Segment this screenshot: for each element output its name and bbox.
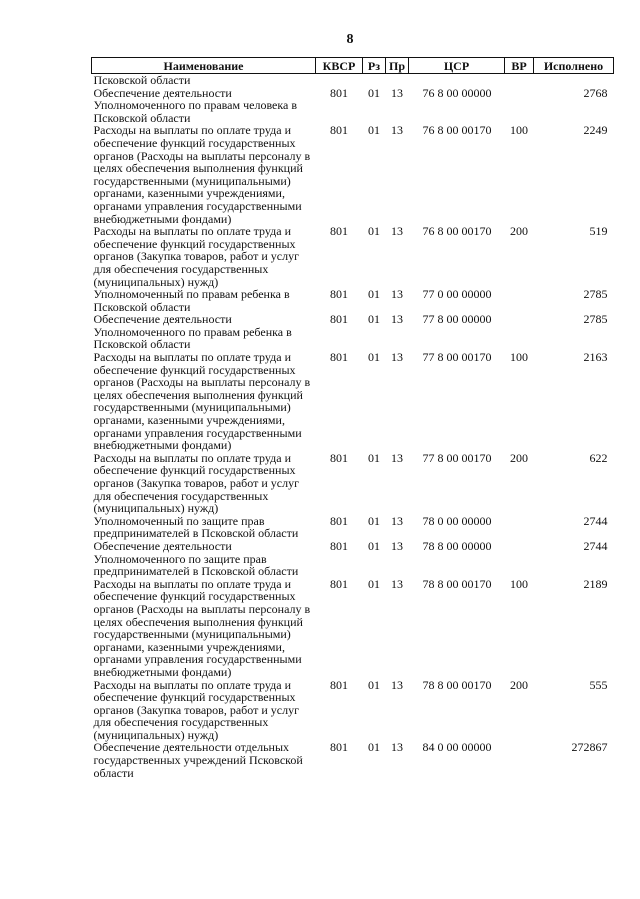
cell-executed bbox=[534, 74, 614, 87]
cell-csr: 78 8 00 00170 bbox=[422, 677, 492, 692]
cell-csr: 78 8 00 00170 bbox=[422, 576, 492, 591]
cell-pr: 13 bbox=[391, 576, 403, 591]
cell-kvsr: 801 bbox=[330, 576, 348, 591]
table-row bbox=[92, 225, 614, 288]
cell-executed: 2744 bbox=[583, 513, 608, 528]
table-row bbox=[92, 351, 614, 452]
table-row bbox=[92, 679, 614, 742]
cell-name: Расходы на выплаты по оплате труда и обеспечение функций государственных органов (Закупка товаров, работ и услуг для обеспечения государственных (муниципальных) нужд) bbox=[93, 677, 299, 742]
cell-rz bbox=[363, 74, 386, 87]
cell-rz: 01 bbox=[368, 538, 380, 553]
cell-vr bbox=[505, 288, 534, 313]
cell-name: Расходы на выплаты по оплате труда и обеспечение функций государственных органов (Расходы на выплаты персоналу в целях обеспечения выполнения функций государственными (муниципальными) органами, казенными учреждениями, органами управления государственными внебюджетными фондами) bbox=[93, 123, 311, 226]
cell-csr: 84 0 00 00000 bbox=[422, 740, 492, 755]
table-row bbox=[92, 124, 614, 225]
cell-pr: 13 bbox=[391, 85, 403, 100]
cell-name: Обеспечение деятельности Уполномоченного по правам человека в Псковской области bbox=[93, 85, 298, 125]
cell-name: Псковской области bbox=[93, 73, 191, 87]
header-vr: ВР bbox=[505, 58, 534, 74]
cell-vr: 200 bbox=[510, 677, 528, 692]
cell-name: Обеспечение деятельности отдельных государственных учреждений Псковской области bbox=[93, 740, 303, 780]
cell-kvsr: 801 bbox=[330, 312, 348, 327]
table-row bbox=[92, 515, 614, 540]
header-kvsr: КВСР bbox=[316, 58, 363, 74]
page-number: 8 bbox=[346, 32, 354, 47]
header-name: Наименование bbox=[92, 58, 316, 74]
cell-pr: 13 bbox=[391, 287, 403, 302]
cell-executed: 2163 bbox=[583, 350, 608, 365]
cell-rz: 01 bbox=[368, 312, 380, 327]
cell-rz: 01 bbox=[368, 677, 380, 692]
table-header-row bbox=[92, 58, 614, 74]
header-rz: Рз bbox=[363, 58, 386, 74]
cell-pr: 13 bbox=[391, 513, 403, 528]
cell-name: Обеспечение деятельности Уполномоченного по защите прав предпринимателей в Псковской области bbox=[93, 538, 299, 579]
cell-vr bbox=[505, 540, 534, 578]
cell-pr: 13 bbox=[391, 677, 403, 692]
cell-vr: 200 bbox=[510, 224, 528, 239]
cell-rz: 01 bbox=[368, 450, 380, 465]
cell-name: Уполномоченный по защите прав предпринимателей в Псковской области bbox=[93, 513, 299, 541]
cell-kvsr: 801 bbox=[330, 350, 348, 365]
table-body bbox=[92, 74, 614, 780]
cell-rz: 01 bbox=[368, 350, 380, 365]
cell-csr: 78 8 00 00000 bbox=[422, 538, 492, 553]
cell-kvsr bbox=[316, 74, 363, 87]
cell-executed: 2249 bbox=[583, 123, 608, 138]
cell-name: Расходы на выплаты по оплате труда и обеспечение функций государственных органов (Закупка товаров, работ и услуг для обеспечения государственных (муниципальных) нужд) bbox=[93, 224, 299, 289]
cell-name: Расходы на выплаты по оплате труда и обеспечение функций государственных органов (Расходы на выплаты персоналу в целях обеспечения выполнения функций государственными (муниципальными) органами, казенными учреждениями, органами управления государственными внебюджетными фондами) bbox=[93, 576, 311, 679]
cell-vr bbox=[505, 74, 534, 87]
cell-rz: 01 bbox=[368, 123, 380, 138]
cell-pr: 13 bbox=[391, 350, 403, 365]
cell-kvsr: 801 bbox=[330, 224, 348, 239]
cell-csr: 76 8 00 00170 bbox=[422, 224, 492, 239]
cell-kvsr: 801 bbox=[330, 677, 348, 692]
cell-rz: 01 bbox=[368, 85, 380, 100]
cell-executed: 2785 bbox=[583, 312, 608, 327]
cell-csr bbox=[409, 74, 505, 87]
cell-pr: 13 bbox=[391, 312, 403, 327]
cell-pr bbox=[386, 74, 409, 87]
cell-pr: 13 bbox=[391, 450, 403, 465]
cell-executed: 2189 bbox=[583, 576, 608, 591]
cell-executed: 622 bbox=[589, 450, 608, 465]
cell-name: Уполномоченный по правам ребенка в Псковской области bbox=[93, 287, 290, 314]
table-row bbox=[92, 288, 614, 313]
cell-executed: 2744 bbox=[583, 538, 608, 553]
table-row bbox=[92, 741, 614, 779]
cell-rz: 01 bbox=[368, 740, 380, 755]
cell-rz: 01 bbox=[368, 287, 380, 302]
cell-executed: 2785 bbox=[583, 287, 608, 302]
cell-csr: 77 8 00 00170 bbox=[422, 450, 492, 465]
table-row bbox=[92, 87, 614, 125]
cell-csr: 78 0 00 00000 bbox=[422, 513, 492, 528]
cell-rz: 01 bbox=[368, 513, 380, 528]
cell-csr: 77 0 00 00000 bbox=[422, 287, 492, 302]
cell-csr: 77 8 00 00000 bbox=[422, 312, 492, 327]
cell-csr: 76 8 00 00000 bbox=[422, 85, 492, 100]
cell-vr bbox=[505, 87, 534, 125]
cell-kvsr: 801 bbox=[330, 85, 348, 100]
header-csr: ЦСР bbox=[409, 58, 505, 74]
cell-kvsr: 801 bbox=[330, 740, 348, 755]
cell-pr: 13 bbox=[391, 224, 403, 239]
cell-vr bbox=[505, 741, 534, 779]
budget-table bbox=[91, 57, 614, 779]
cell-kvsr: 801 bbox=[330, 287, 348, 302]
cell-kvsr: 801 bbox=[330, 450, 348, 465]
table-row bbox=[92, 540, 614, 578]
header-pr: Пр bbox=[386, 58, 409, 74]
cell-vr: 100 bbox=[510, 123, 528, 138]
table-row bbox=[92, 74, 614, 87]
header-done: Исполнено bbox=[534, 58, 614, 74]
cell-vr bbox=[505, 313, 534, 351]
cell-vr: 100 bbox=[510, 576, 528, 591]
cell-executed: 519 bbox=[589, 224, 608, 239]
cell-pr: 13 bbox=[391, 538, 403, 553]
cell-name: Расходы на выплаты по оплате труда и обеспечение функций государственных органов (Закупка товаров, работ и услуг для обеспечения государственных (муниципальных) нужд) bbox=[93, 450, 299, 516]
cell-kvsr: 801 bbox=[330, 513, 348, 528]
cell-kvsr: 801 bbox=[330, 538, 348, 553]
cell-vr: 200 bbox=[510, 450, 528, 465]
table-row bbox=[92, 313, 614, 351]
cell-name: Обеспечение деятельности Уполномоченного по правам ребенка в Псковской области bbox=[93, 312, 292, 352]
cell-csr: 76 8 00 00170 bbox=[422, 123, 492, 138]
cell-rz: 01 bbox=[368, 576, 380, 591]
cell-rz: 01 bbox=[368, 224, 380, 239]
cell-executed: 272867 bbox=[571, 740, 608, 755]
cell-pr: 13 bbox=[391, 123, 403, 138]
cell-name: Расходы на выплаты по оплате труда и обеспечение функций государственных органов (Расходы на выплаты персоналу в целях обеспечения выполнения функций государственными (муниципальными) органами, казенными учреждениями, органами управления государственными внебюджетными фондами) bbox=[93, 350, 311, 453]
table-row bbox=[92, 578, 614, 679]
cell-kvsr: 801 bbox=[330, 123, 348, 138]
cell-vr: 100 bbox=[510, 350, 528, 365]
cell-executed: 555 bbox=[589, 677, 608, 692]
cell-csr: 77 8 00 00170 bbox=[422, 350, 492, 365]
cell-vr bbox=[505, 515, 534, 540]
cell-executed: 2768 bbox=[583, 85, 608, 100]
table-row bbox=[92, 452, 614, 515]
cell-pr: 13 bbox=[391, 740, 403, 755]
